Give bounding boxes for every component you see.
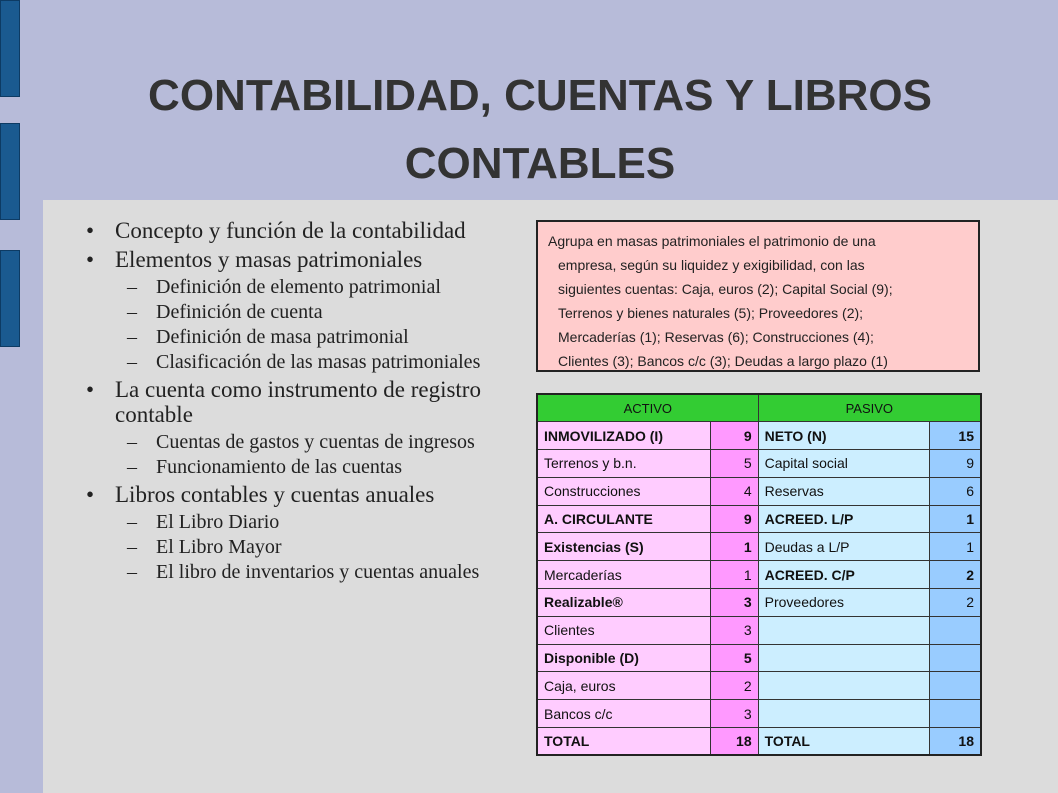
definition-box [536, 220, 980, 372]
pasivo-label-cell: TOTAL [758, 728, 929, 756]
outline-item: • Libros contables y cuentas anuales [86, 482, 435, 507]
activo-value-cell: 3 [710, 589, 758, 617]
table-row [537, 672, 981, 700]
definition-line: Clientes (3); Bancos c/c (3); Deudas a largo plazo (1) [558, 353, 888, 369]
bullet-dot: • [86, 218, 95, 243]
activo-value-cell: 9 [710, 505, 758, 533]
activo-label-cell: Mercaderías [537, 561, 710, 589]
bullet-dot: • [86, 377, 95, 402]
outline [70, 214, 530, 586]
definition-line: siguientes cuentas: Caja, euros (2); Capital Social (9); [558, 281, 893, 297]
table-row [537, 505, 981, 533]
pasivo-label-cell: Deudas a L/P [758, 533, 929, 561]
outline-subitem: – Clasificación de las masas patrimoniales [127, 351, 481, 373]
activo-value-cell: 4 [710, 477, 758, 505]
bullet-dash: – [127, 536, 137, 558]
definition-line: Terrenos y bienes naturales (5); Proveedores (2); [558, 305, 864, 321]
pasivo-label-cell [758, 644, 929, 672]
outline-item: • Elementos y masas patrimoniales [86, 247, 423, 272]
outline-subitem: – El Libro Diario [127, 511, 280, 533]
outline-subitem: – El Libro Mayor [127, 536, 282, 558]
pasivo-header: PASIVO [758, 394, 981, 422]
activo-value-cell: 3 [710, 700, 758, 728]
pasivo-value-cell [929, 672, 981, 700]
balance-table [536, 393, 982, 756]
table-row [537, 589, 981, 617]
bullet-dash: – [127, 431, 137, 453]
pasivo-value-cell: 15 [929, 422, 981, 450]
pasivo-label-cell: Reservas [758, 477, 929, 505]
bullet-dash: – [127, 301, 137, 323]
bullet-dot: • [86, 247, 95, 272]
activo-label-cell: Realizable® [537, 589, 710, 617]
table-row [537, 644, 981, 672]
page-title: CONTABILIDAD, CUENTAS Y LIBROS CONTABLES [148, 71, 932, 188]
activo-value-cell: 1 [710, 561, 758, 589]
bullet-dot: • [86, 482, 95, 507]
activo-label-cell: Disponible (D) [537, 644, 710, 672]
pasivo-label-cell: NETO (N) [758, 422, 929, 450]
left-strip [0, 0, 43, 793]
activo-value-cell: 5 [710, 644, 758, 672]
definition-line: empresa, según su liquidez y exigibilidad, con las [558, 257, 865, 273]
pasivo-value-cell [929, 644, 981, 672]
outline-item: • Concepto y función de la contabilidad [86, 218, 466, 243]
activo-value-cell: 1 [710, 533, 758, 561]
balance-body [537, 422, 981, 756]
table-row [537, 561, 981, 589]
definition-line: Mercaderías (1); Reservas (6); Construcciones (4); [558, 329, 874, 345]
activo-label-cell: Existencias (S) [537, 533, 710, 561]
table-row [537, 728, 981, 756]
activo-label-cell: Bancos c/c [537, 700, 710, 728]
side-tab [0, 123, 20, 220]
activo-value-cell: 9 [710, 422, 758, 450]
side-tab [0, 0, 20, 97]
pasivo-value-cell: 6 [929, 477, 981, 505]
bullet-dash: – [127, 561, 137, 583]
pasivo-value-cell: 2 [929, 589, 981, 617]
activo-label-cell: A. CIRCULANTE [537, 505, 710, 533]
activo-value-cell: 3 [710, 616, 758, 644]
activo-value-cell: 2 [710, 672, 758, 700]
side-tab [0, 250, 20, 347]
outline-subitem: – Cuentas de gastos y cuentas de ingresos [127, 431, 475, 453]
outline-subitem: – El libro de inventarios y cuentas anuales [127, 561, 480, 583]
outline-item: • La cuenta como instrumento de registro contable [86, 377, 481, 427]
activo-value-cell: 5 [710, 450, 758, 478]
pasivo-label-cell [758, 616, 929, 644]
activo-label-cell: Terrenos y b.n. [537, 450, 710, 478]
table-row [537, 700, 981, 728]
pasivo-label-cell: Proveedores [758, 589, 929, 617]
pasivo-value-cell: 2 [929, 561, 981, 589]
pasivo-value-cell [929, 700, 981, 728]
pasivo-value-cell: 9 [929, 450, 981, 478]
bullet-dash: – [127, 326, 137, 348]
outline-subitem: – Funcionamiento de las cuentas [127, 456, 403, 478]
pasivo-label-cell: ACREED. C/P [758, 561, 929, 589]
bullet-dash: – [127, 276, 137, 298]
bullet-dash: – [127, 511, 137, 533]
activo-label-cell: TOTAL [537, 728, 710, 756]
activo-label-cell: Clientes [537, 616, 710, 644]
definition-line: Agrupa en masas patrimoniales el patrimonio de una [548, 233, 876, 249]
pasivo-label-cell [758, 672, 929, 700]
pasivo-value-cell: 18 [929, 728, 981, 756]
table-row [537, 450, 981, 478]
activo-label-cell: INMOVILIZADO (I) [537, 422, 710, 450]
outline-subitem: – Definición de cuenta [127, 301, 323, 323]
table-row [537, 477, 981, 505]
activo-value-cell: 18 [710, 728, 758, 756]
activo-header: ACTIVO [537, 394, 758, 422]
bullet-dash: – [127, 456, 137, 478]
activo-label-cell: Construcciones [537, 477, 710, 505]
activo-label-cell: Caja, euros [537, 672, 710, 700]
outline-subitem: – Definición de elemento patrimonial [127, 276, 441, 298]
pasivo-label-cell: ACREED. L/P [758, 505, 929, 533]
pasivo-label-cell: Capital social [758, 450, 929, 478]
bullet-dash: – [127, 351, 137, 373]
pasivo-value-cell [929, 616, 981, 644]
pasivo-value-cell: 1 [929, 533, 981, 561]
table-row [537, 422, 981, 450]
outline-subitem: – Definición de masa patrimonial [127, 326, 409, 348]
table-header-row [537, 394, 981, 422]
pasivo-value-cell: 1 [929, 505, 981, 533]
table-row [537, 533, 981, 561]
table-row [537, 616, 981, 644]
pasivo-label-cell [758, 700, 929, 728]
